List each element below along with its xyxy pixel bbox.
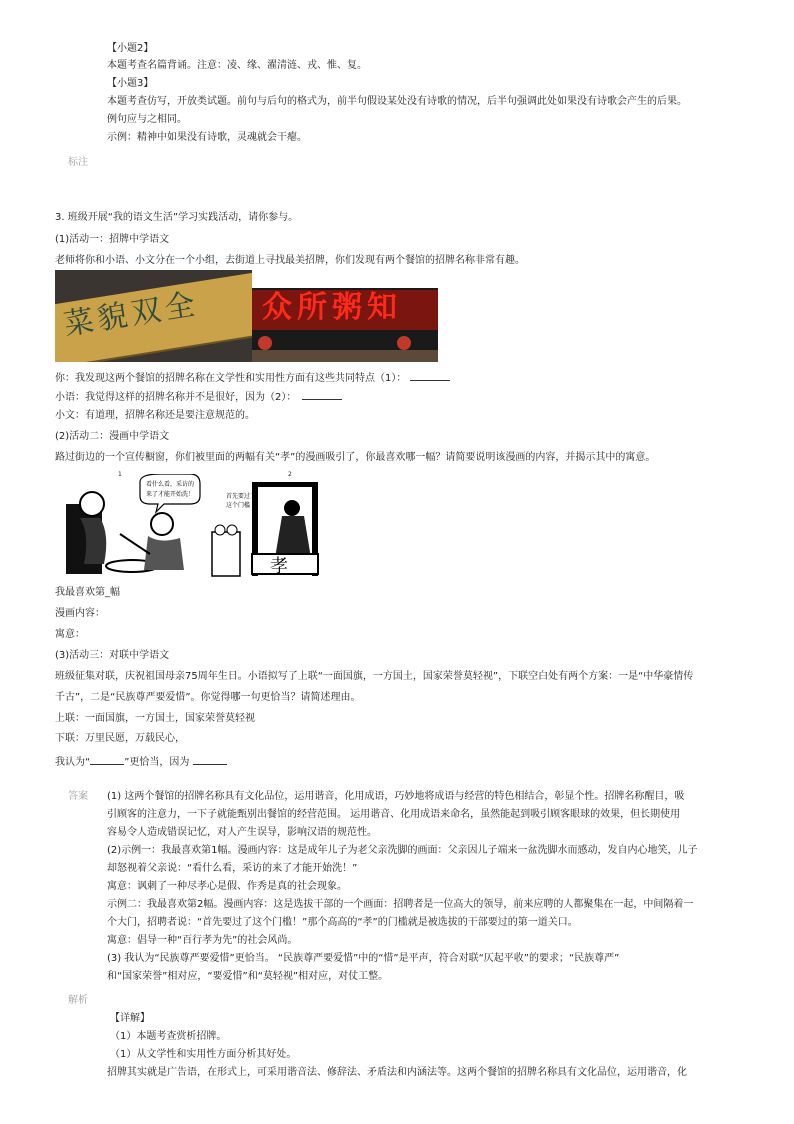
- lantern-icon: [397, 336, 411, 350]
- analysis-line-3: （1）从文学性和实用性方面分析其好处。: [110, 1049, 297, 1060]
- activity1-title: (1)活动一：招牌中学语文: [55, 234, 170, 245]
- cartoon2-image: [208, 471, 346, 580]
- answer-line-7: 示例二：我最喜欢第2幅。漫画内容：这是选拔干部的一个画面：招聘者是一位高大的领导，前来应聘的人都聚集在一起，中间隔着一: [107, 899, 694, 910]
- analysis-line-1: 【详解】: [110, 1013, 150, 1024]
- answer-line-11: 和“国家荣誉”相对应，“要爱惜”和“莫轻视”相对应，对仗工整。: [107, 971, 389, 982]
- cartoon1-bubble-line2: 来了才能开始洗！: [145, 491, 195, 498]
- xiaowen-line: 小文：有道理，招牌名称还是要注意规范的。: [55, 410, 255, 421]
- cartoon1-number: 1: [118, 471, 122, 478]
- analysis-line-4: 招牌其实就是广告语，在形式上，可采用谐音法、修辞法、矛盾法和内涵法等。这两个餐馆的招牌名称具有文化品位，运用谐音，化: [107, 1067, 687, 1078]
- cartoon2-bubble-line2: 这个门槛: [226, 502, 251, 509]
- sign1-text: 菜貌双全: [61, 286, 202, 343]
- answer-line-2: 引顾客的注意力，一下子就能甄别出餐馆的经营范围。 运用谐音、化用成语来命名，虽然能起到吸引顾客眼球的效果，但长期使用: [107, 809, 681, 820]
- favorite-line: 我最喜欢第_幅: [55, 587, 120, 598]
- you-line: 你：我发现这两个餐馆的招牌名称在文学性和实用性方面有这些共同特点（1）：: [55, 371, 450, 384]
- lantern-icon: [258, 336, 272, 350]
- activity2-text: 路过街边的一个宣传橱窗，你们被里面的两幅有关“孝”的漫画吸引了，你最喜欢哪一幅？请简要说明该漫画的内容，并揭示其中的寓意。: [55, 452, 656, 463]
- cartoon2-drawing: [208, 471, 346, 580]
- answer-line-1: (1) 这两个餐馆的招牌名称具有文化品位，运用谐音，化用成语，巧妙地将成语与经营的特色相结合，彰显个性。招牌名称醒目，吸: [107, 791, 685, 802]
- q3-line1: 本题考查仿写，开放类试题。前句与后句的格式为，前半句假设某处没有诗歌的情况，后半句强调此处如果没有诗歌会产生的后果。: [107, 96, 687, 107]
- answer-line-8: 个大门，招聘者说：“首先要过了这个门槛！”那个高高的“孝”的门槛就是被选拔的干部要过的第一道关口。: [107, 917, 578, 928]
- cartoon1-bubble-line1: 看什么看，采访的: [145, 481, 195, 488]
- sign2-image: [252, 288, 438, 362]
- answer-line-6: 寓意：讽刺了一种尽孝心是假、作秀是真的社会现象。: [107, 881, 347, 892]
- answer-label: 答案: [68, 791, 88, 802]
- cartoon2-number: 2: [288, 471, 292, 478]
- question-title: 3. 班级开展“我的语文生活”学习实践活动，请你参与。: [55, 212, 299, 223]
- analysis-label: 解析: [68, 995, 88, 1006]
- sign2-text: 众所粥知: [262, 290, 402, 325]
- cartoon2-bubble-line1: 首先要过了: [226, 493, 257, 500]
- answer-line-10: (3) 我认为“民族尊严要爱惜”更恰当。 “民族尊严要爱惜”中的“惜”是平声，符合对联“仄起平收”的要求；“民族尊严”: [107, 953, 620, 964]
- q3-line3: 示例：精神中如果没有诗歌，灵魂就会干瘪。: [107, 132, 307, 143]
- cartoon1-drawing: [60, 471, 204, 580]
- q2-text: 本题考查名篇背诵。注意：凌、缘、濯清涟、戎、惟、复。: [107, 60, 367, 71]
- answer-line-9: 寓意：倡导一种“百行孝为先”的社会风尚。: [107, 935, 298, 946]
- analysis-line-2: （1）本题考查赏析招牌。: [110, 1031, 227, 1042]
- note-label: 标注: [68, 157, 88, 168]
- cartoon-content-line: 漫画内容：: [55, 608, 105, 619]
- cartoon2-character: 孝: [270, 556, 288, 577]
- q3-tag: 【小题3】: [107, 78, 154, 89]
- activity1-text: 老师将你和小语、小文分在一个小组，去街道上寻找最美招牌，你们发现有两个餐馆的招牌名称非常有趣。: [55, 255, 525, 266]
- answer-line-4: (2)示例一：我最喜欢第1幅。漫画内容：这是成年儿子为老父亲洗脚的画面：父亲因儿子端来一盆洗脚水而感动，发自内心地笑，儿子: [107, 845, 698, 856]
- answer-line-5: 却怒视着父亲说：“看什么看，采访的来了才能开始洗！”: [107, 863, 358, 874]
- activity3-title: (3)活动三：对联中学语文: [55, 650, 170, 661]
- cartoon1-image: [60, 471, 204, 580]
- sign1-image: [55, 270, 252, 362]
- activity2-title: (2)活动二：漫画中学语文: [55, 431, 170, 442]
- q3-line2: 例句应与之相同。: [107, 114, 187, 125]
- q2-tag: 【小题2】: [107, 43, 154, 54]
- activity3-text2: 千古”，二是“民族尊严要爱惜”。你觉得哪一句更恰当？请简述理由。: [55, 692, 361, 703]
- upper-couplet: 上联：一面国旗，一方国土，国家荣誉莫轻视: [55, 713, 255, 724]
- opinion-line: 我认为“ ”更恰当，因为: [55, 755, 227, 768]
- activity3-text1: 班级征集对联，庆祝祖国母亲75周年生日。小语拟写了上联“一面国旗，一方国土，国家荣誉莫轻视”，下联空白处有两个方案：一是“中华豪情传: [55, 671, 694, 682]
- meaning-line: 寓意：: [55, 629, 85, 640]
- lower-couplet: 下联：万里民愿，万载民心，: [55, 733, 185, 744]
- answer-line-3: 容易令人造成错误记忆，对人产生误导，影响汉语的规范性。: [107, 827, 377, 838]
- xiaoyu-line: 小语：我觉得这样的招牌名称并不是很好，因为（2）：: [55, 390, 342, 403]
